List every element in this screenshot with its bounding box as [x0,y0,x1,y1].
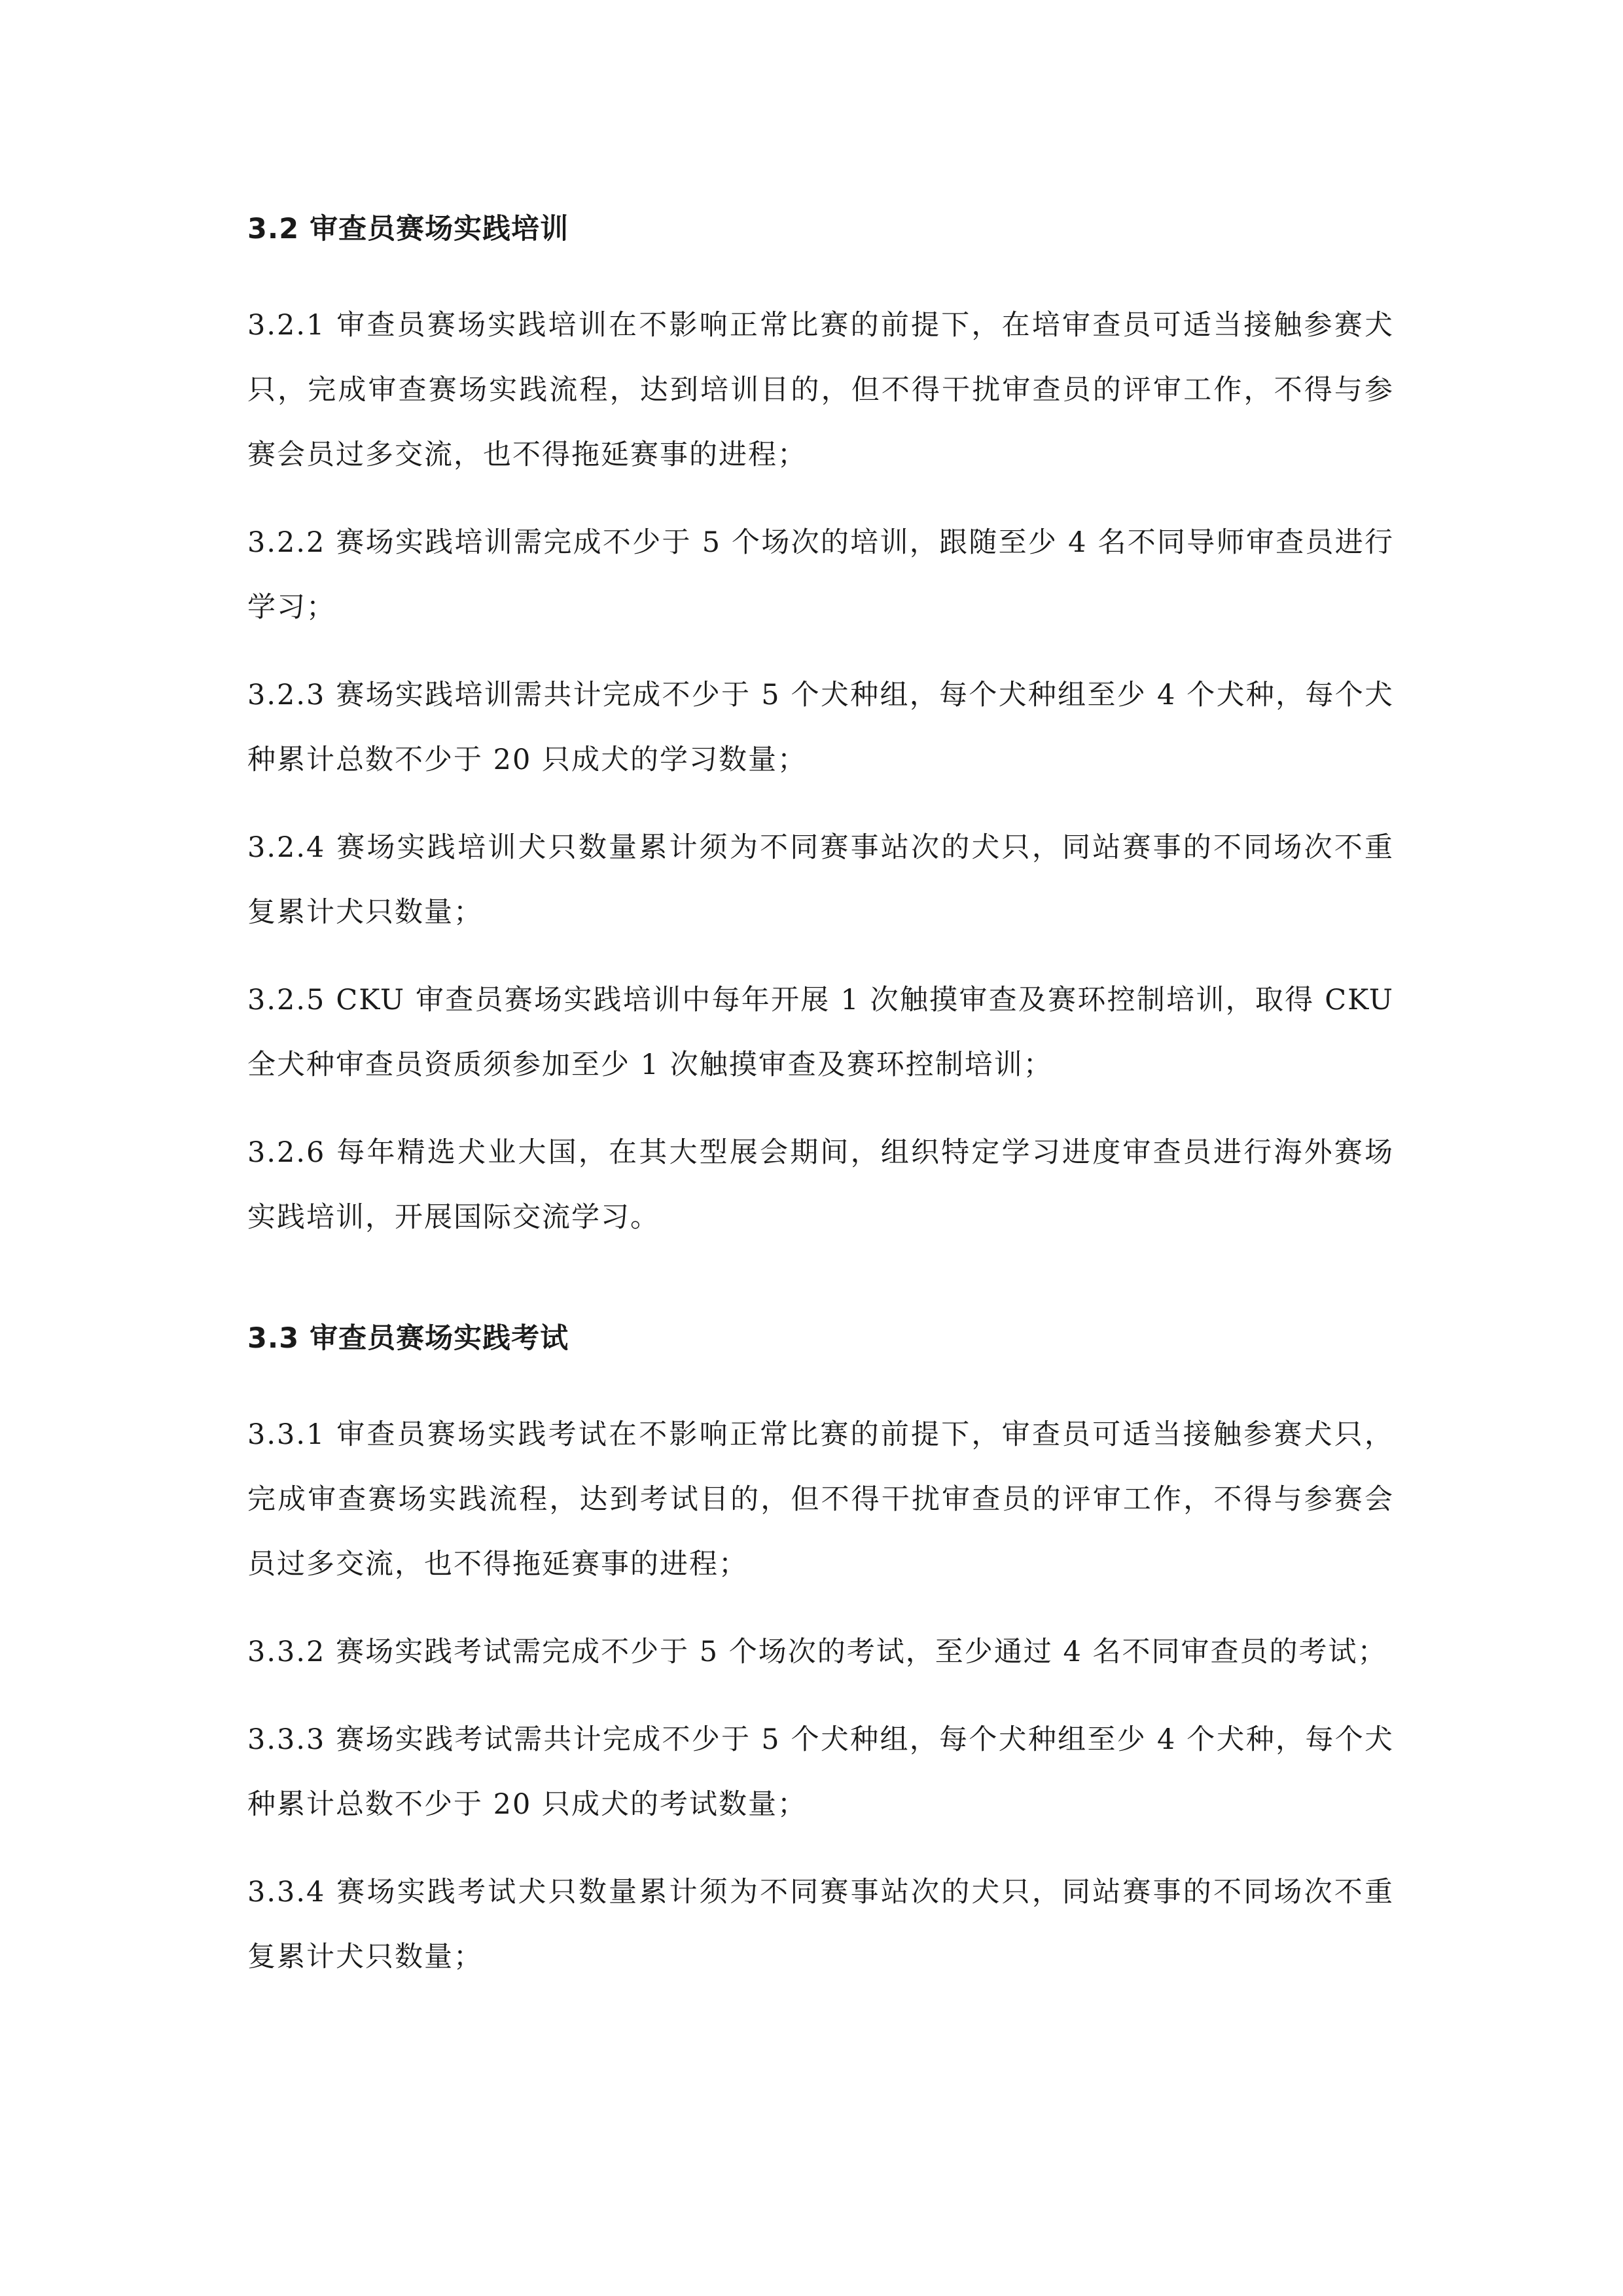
clause-3-2-6: 3.2.6 每年精选犬业大国，在其大型展会期间，组织特定学习进度审查员进行海外赛场实践培训，开展国际交流学习。 [247,1136,1394,1234]
clause-3-3-4: 3.3.4 赛场实践考试犬只数量累计须为不同赛事站次的犬只，同站赛事的不同场次不重复累计犬只数量； [247,1876,1394,1973]
clause-3-2-2: 3.2.2 赛场实践培训需完成不少于 5 个场次的培训，跟随至少 4 名不同导师审查员进行学习； [247,526,1394,624]
section-heading: 3.3 审查员赛场实践考试 [247,1322,569,1355]
clause-3-2-4: 3.2.4 赛场实践培训犬只数量累计须为不同赛事站次的犬只，同站赛事的不同场次不重复累计犬只数量； [247,831,1394,929]
section-3-3 [247,1306,1394,2013]
section-heading: 3.2 审查员赛场实践培训 [247,213,569,245]
clause-3-3-1: 3.3.1 审查员赛场实践考试在不影响正常比赛的前提下，审查员可适当接触参赛犬只，完成审查赛场实践流程，达到考试目的，但不得干扰审查员的评审工作，不得与参赛会员过多交流，也不得拖延赛事的进程； [247,1418,1394,1581]
clause-3-2-1: 3.2.1 审查员赛场实践培训在不影响正常比赛的前提下，在培审查员可适当接触参赛犬只，完成审查赛场实践流程，达到培训目的，但不得干扰审查员的评审工作，不得与参赛会员过多交流，也不得拖延赛事的进程； [247,309,1394,471]
section-3-2 [247,196,1394,1273]
clause-3-3-3: 3.3.3 赛场实践考试需共计完成不少于 5 个犬种组，每个犬种组至少 4 个犬种，每个犬种累计总数不少于 20 只成犬的考试数量； [247,1723,1394,1821]
clause-3-2-5: 3.2.5 CKU 审查员赛场实践培训中每年开展 1 次触摸审查及赛环控制培训，取得 CKU 全犬种审查员资质须参加至少 1 次触摸审查及赛环控制培训； [247,984,1394,1081]
clause-3-3-2: 3.3.2 赛场实践考试需完成不少于 5 个场次的考试，至少通过 4 名不同审查员的考试； [247,1636,1387,1668]
clause-3-2-3: 3.2.3 赛场实践培训需共计完成不少于 5 个犬种组，每个犬种组至少 4 个犬种，每个犬种累计总数不少于 20 只成犬的学习数量； [247,679,1394,776]
